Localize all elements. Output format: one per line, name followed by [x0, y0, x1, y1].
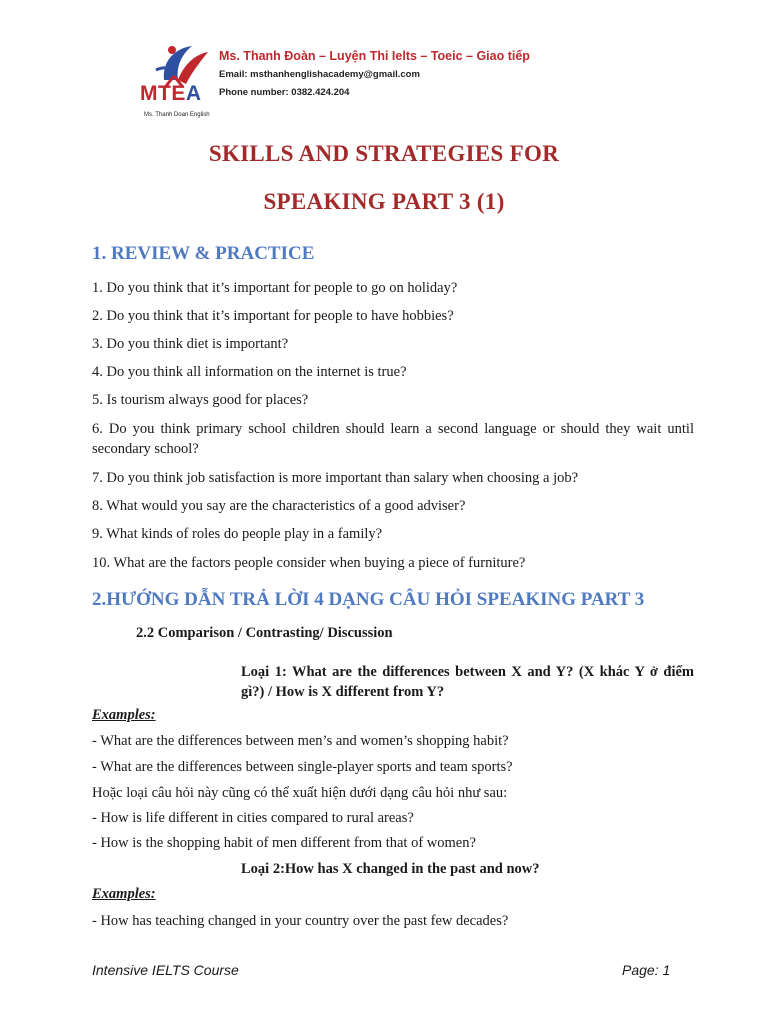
header-tagline: Ms. Thanh Đoàn – Luyện Thi Ielts – Toeic – Giao tiếp	[219, 49, 530, 63]
question-item: 8. What would you say are the characteristics of a good adviser?	[92, 498, 466, 514]
header-phone: Phone number: 0382.424.204	[219, 87, 350, 98]
question-item: 2. Do you think that it’s important for people to have hobbies?	[92, 308, 454, 324]
header-email: Email: msthanhenglishacademy@gmail.com	[219, 69, 420, 80]
section2-heading: 2.HƯỚNG DẪN TRẢ LỜI 4 DẠNG CÂU HỎI SPEAKING PART 3	[92, 589, 645, 610]
section2-subheading: 2.2 Comparison / Contrasting/ Discussion	[136, 625, 393, 641]
alt-intro-text: Hoặc loại câu hỏi này cũng có thể xuất hiện dưới dạng câu hỏi như sau:	[92, 785, 508, 801]
footer-course: Intensive IELTS Course	[92, 962, 239, 978]
logo-wordmark: MTEA	[140, 82, 202, 105]
question-item: 7. Do you think job satisfaction is more important than salary when choosing a job?	[92, 470, 579, 486]
example-item: - How is life different in cities compared to rural areas?	[92, 810, 414, 826]
examples-label: Examples:	[92, 707, 156, 723]
question-item: 5. Is tourism always good for places?	[92, 392, 309, 408]
question-item: 3. Do you think diet is important?	[92, 336, 289, 352]
example-item: - What are the differences between men’s and women’s shopping habit?	[92, 733, 509, 749]
example-item: - What are the differences between single-player sports and team sports?	[92, 759, 513, 775]
page-title-line1: SKILLS AND STRATEGIES FOR	[208, 141, 560, 166]
section1-heading: 1. REVIEW & PRACTICE	[92, 243, 315, 264]
question-item: 4. Do you think all information on the internet is true?	[92, 364, 407, 380]
question-item: 1. Do you think that it’s important for people to go on holiday?	[92, 280, 458, 296]
question-item: 10. What are the factors people consider when buying a piece of furniture?	[92, 555, 526, 571]
type2-heading: Loại 2:How has X changed in the past and now?	[241, 861, 540, 877]
footer-page-number: Page: 1	[622, 962, 671, 978]
page-title-line2: SPEAKING PART 3 (1)	[263, 189, 505, 214]
question-item: 6. Do you think primary school children should learn a second language or should they wait until secondary school?	[92, 421, 694, 457]
type1-heading: Loại 1: What are the differences between X and Y? (X khác Y ở điểm gì?) / How is X different from Y?	[241, 664, 694, 700]
examples-label: Examples:	[92, 886, 156, 902]
example-item: - How has teaching changed in your country over the past few decades?	[92, 913, 509, 929]
logo-subtitle: Ms. Thanh Doan English	[144, 112, 210, 118]
example-item: - How is the shopping habit of men different from that of women?	[92, 835, 476, 851]
mtea-logo-icon	[134, 40, 212, 120]
question-item: 9. What kinds of roles do people play in a family?	[92, 526, 383, 542]
